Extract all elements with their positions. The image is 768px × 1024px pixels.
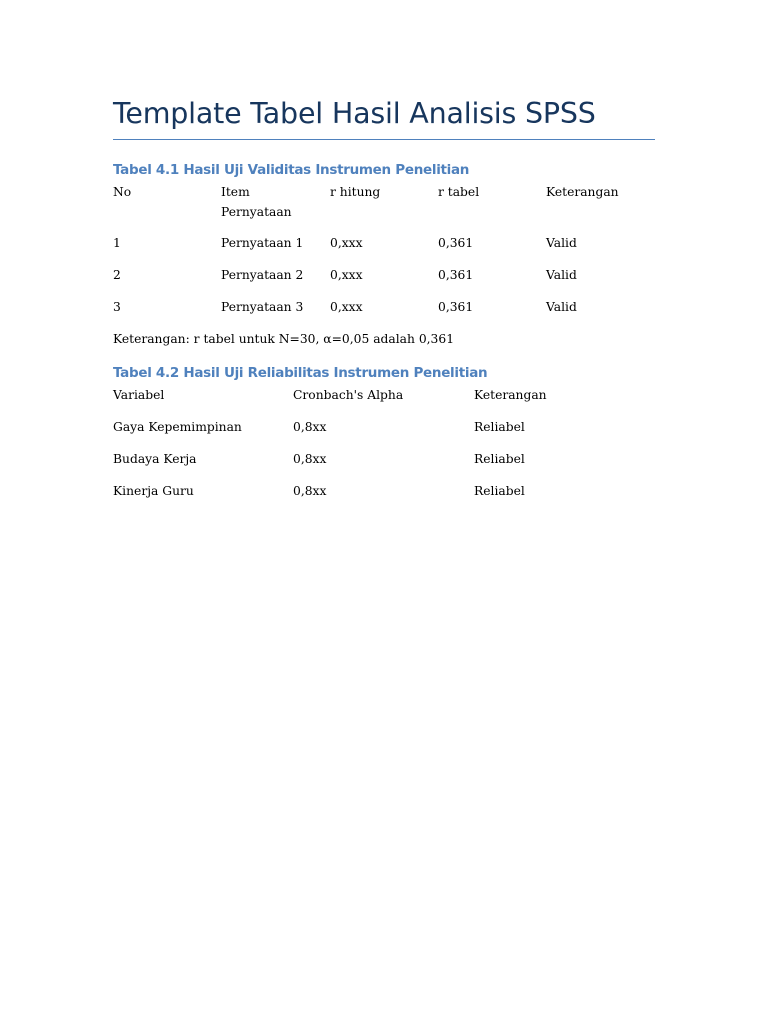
table1-header-item: Item — [221, 185, 250, 199]
table1-cell-no: 2 — [113, 268, 121, 282]
table1-cell-keterangan: Valid — [546, 236, 577, 250]
table2-header-variabel: Variabel — [113, 388, 165, 402]
table1-cell-r-tabel: 0,361 — [438, 236, 474, 250]
table1-cell-r-tabel: 0,361 — [438, 300, 474, 314]
table2-cell-alpha: 0,8xx — [293, 420, 327, 434]
table1-cell-item: Pernyataan 1 — [221, 236, 304, 250]
table1-cell-r-tabel: 0,361 — [438, 268, 474, 282]
table1-header-r-tabel: r tabel — [438, 185, 480, 199]
table2-cell-keterangan: Reliabel — [474, 420, 525, 434]
table1-cell-keterangan: Valid — [546, 268, 577, 282]
table2-cell-variabel: Kinerja Guru — [113, 484, 194, 498]
table2-cell-variabel: Budaya Kerja — [113, 452, 197, 466]
table2-cell-alpha: 0,8xx — [293, 452, 327, 466]
table2-heading: Tabel 4.2 Hasil Uji Reliabilitas Instrumen Penelitian — [113, 365, 488, 381]
table1-cell-item: Pernyataan 3 — [221, 300, 304, 314]
table2-cell-alpha: 0,8xx — [293, 484, 327, 498]
table2-cell-keterangan: Reliabel — [474, 452, 525, 466]
table1-cell-r-hitung: 0,xxx — [330, 300, 363, 314]
table1-header-r-hitung: r hitung — [330, 185, 381, 199]
table1-cell-no: 1 — [113, 236, 121, 250]
table1-header-no: No — [113, 185, 132, 199]
table2-cell-keterangan: Reliabel — [474, 484, 525, 498]
table1-cell-r-hitung: 0,xxx — [330, 268, 363, 282]
table2-header-alpha: Cronbach's Alpha — [293, 388, 404, 402]
table1-cell-no: 3 — [113, 300, 121, 314]
table1-heading: Tabel 4.1 Hasil Uji Validitas Instrumen Penelitian — [113, 162, 470, 178]
table1-cell-r-hitung: 0,xxx — [330, 236, 363, 250]
table1-header-keterangan: Keterangan — [546, 185, 619, 199]
document-title: Template Tabel Hasil Analisis SPSS — [113, 97, 596, 130]
table2-header-keterangan: Keterangan — [474, 388, 547, 402]
title-underline — [113, 139, 655, 140]
table1-note: Keterangan: r tabel untuk N=30, α=0,05 adalah 0,361 — [113, 332, 455, 346]
table1-cell-item: Pernyataan 2 — [221, 268, 304, 282]
table2-cell-variabel: Gaya Kepemimpinan — [113, 420, 242, 434]
table1-cell-keterangan: Valid — [546, 300, 577, 314]
table1-header-item-line2: Pernyataan — [221, 205, 292, 219]
